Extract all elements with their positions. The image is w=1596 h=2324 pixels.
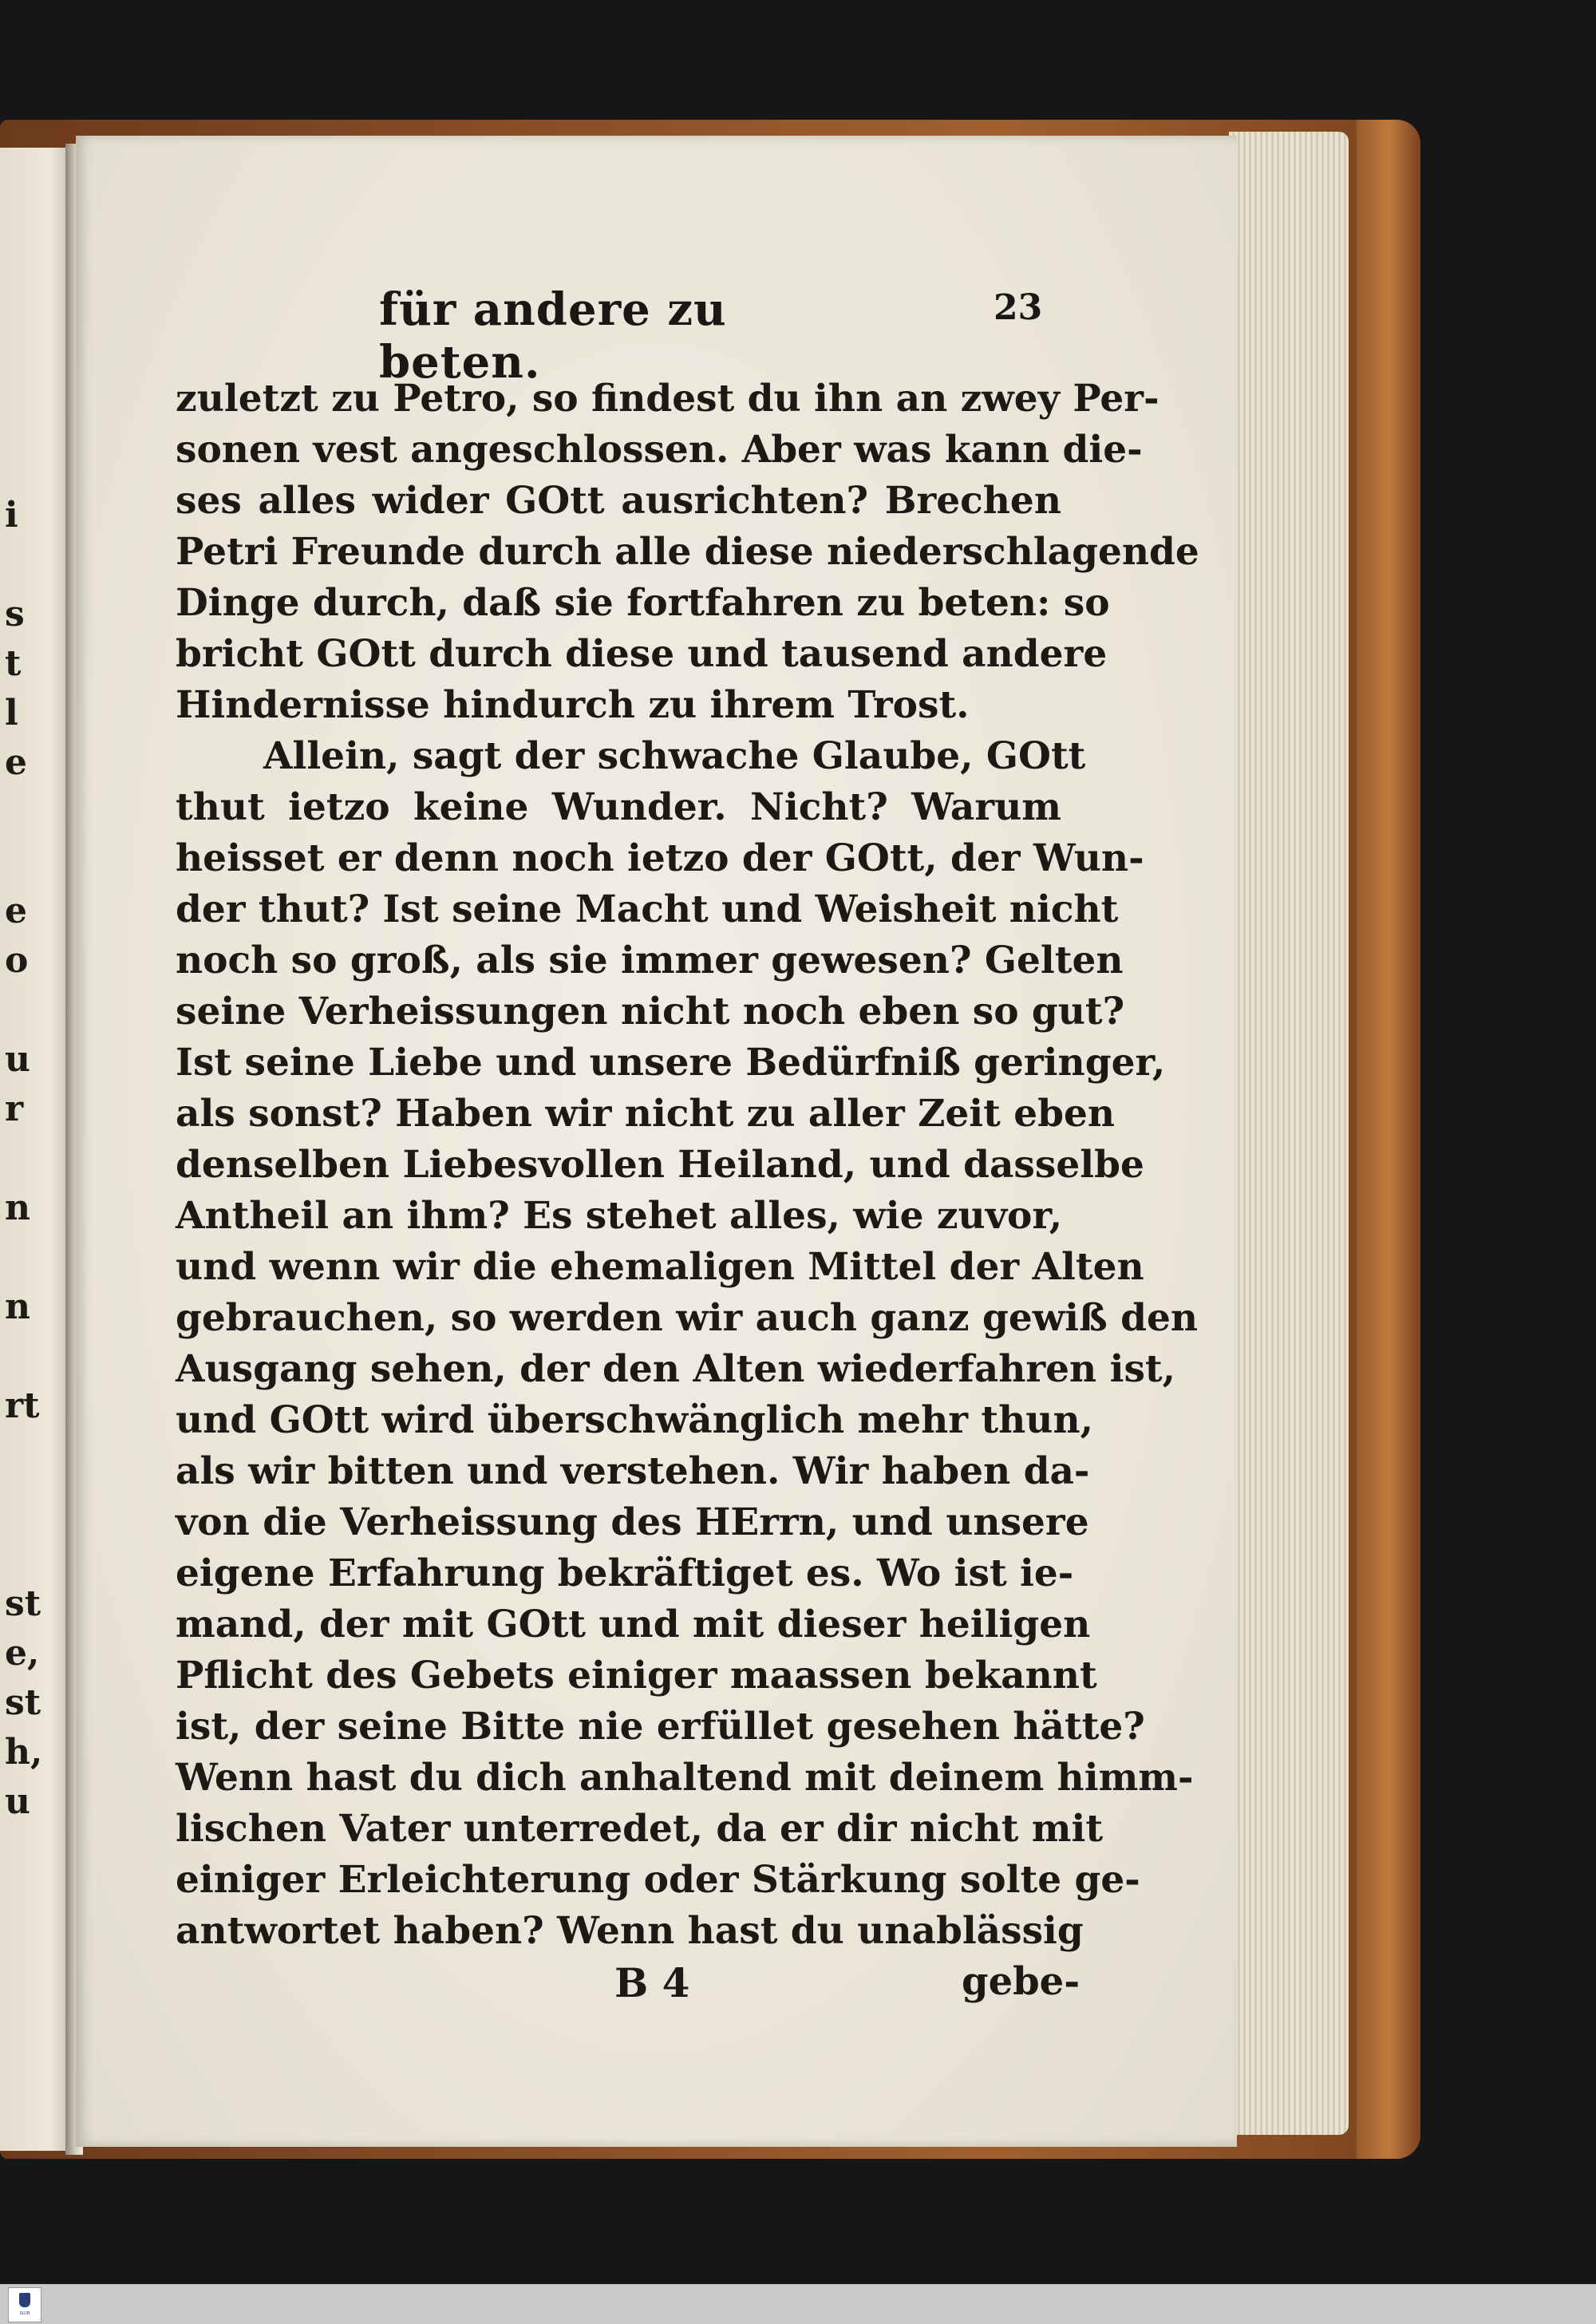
- text-line: Pflicht des Gebets einiger maassen bekannt: [176, 1654, 1097, 1698]
- left-page-fragment: st: [5, 1682, 41, 1723]
- left-page-fragment: t: [5, 643, 22, 684]
- library-logo[interactable]: [8, 2287, 41, 2322]
- left-page-fragment: n: [5, 1188, 30, 1228]
- text-line: und wenn wir die ehemaligen Mittel der Alten: [176, 1245, 1144, 1289]
- left-page-fragment: e: [5, 742, 27, 783]
- text-line: ses alles wider GOtt ausrichten? Brechen: [176, 479, 1061, 523]
- left-page-fragment: u: [5, 1781, 30, 1822]
- left-page-fragment: [5, 1480, 61, 1530]
- page-number: 23: [994, 287, 1043, 328]
- left-page-fragment: n: [5, 1286, 30, 1327]
- left-page-fragment: [5, 1827, 61, 1876]
- text-line: Dinge durch, daß sie fortfahren zu beten: so: [176, 581, 1110, 625]
- left-page-fragment: [5, 540, 61, 590]
- text-line: Ist seine Liebe und unsere Bedürfniß geringer,: [176, 1041, 1166, 1085]
- text-line: denselben Liebesvollen Heiland, und dasselbe: [176, 1143, 1144, 1187]
- left-page-fragment: st: [5, 1583, 41, 1624]
- left-page-fragment: rt: [5, 1385, 40, 1426]
- text-line: einiger Erleichterung oder Stärkung solte ge-: [176, 1858, 1140, 1902]
- library-crest-icon: [19, 2293, 30, 2307]
- text-line: mand, der mit GOtt und mit dieser heiligen: [176, 1603, 1091, 1646]
- left-page-fragment: [5, 837, 61, 887]
- body-text: [176, 374, 1199, 1957]
- running-head: für andere zu beten.: [379, 283, 727, 389]
- text-line: bricht GOtt durch diese und tausend andere: [176, 632, 1108, 676]
- text-line: Wenn hast du dich anhaltend mit deinem himm-: [176, 1756, 1194, 1800]
- text-line: lischen Vater unterredet, da er dir nicht mit: [176, 1807, 1104, 1851]
- text-line: Ausgang sehen, der den Alten wiederfahren ist,: [176, 1347, 1175, 1391]
- text-line: thut ietzo keine Wunder. Nicht? Warum: [176, 785, 1061, 829]
- text-line: Petri Freunde durch alle diese niederschlagende: [176, 530, 1199, 574]
- left-page-fragment: e,: [5, 1633, 40, 1674]
- text-line: Hindernisse hindurch zu ihrem Trost.: [176, 683, 970, 727]
- left-page-fragment: [5, 1233, 61, 1283]
- left-page-fragment: i: [5, 495, 18, 536]
- text-line: der thut? Ist seine Macht und Weisheit nicht: [176, 887, 1119, 931]
- text-line: als sonst? Haben wir nicht zu aller Zeit eben: [176, 1092, 1116, 1136]
- left-page-fragment: r: [5, 1089, 24, 1129]
- text-line: Antheil an ihm? Es stehet alles, wie zuvor,: [176, 1194, 1063, 1238]
- text-line: sonen vest angeschlossen. Aber was kann die-: [176, 428, 1143, 472]
- catchword: gebe-: [962, 1959, 1080, 2004]
- text-line: antwortet haben? Wenn hast du unablässig: [176, 1909, 1084, 1953]
- left-page-fragment: e: [5, 891, 27, 931]
- left-page-fragment: [5, 1332, 61, 1381]
- left-page-fragment: [5, 986, 61, 1035]
- left-page-fragment: u: [5, 1039, 30, 1080]
- left-page-fragment: o: [5, 940, 29, 981]
- left-page: [0, 148, 72, 2151]
- text-line: gebrauchen, so werden wir auch ganz gewiß den: [176, 1296, 1199, 1340]
- viewer-bottom-bar: [0, 2284, 1596, 2324]
- left-page-fragment: l: [5, 693, 18, 733]
- text-line: von die Verheissung des HErrn, und unsere: [176, 1500, 1089, 1544]
- text-line: noch so groß, als sie immer gewesen? Gelten: [176, 939, 1124, 982]
- page-fore-edge: [1229, 132, 1349, 2135]
- text-line: und GOtt wird überschwänglich mehr thun,: [176, 1398, 1094, 1442]
- left-page-fragment: [5, 1134, 61, 1184]
- left-page-fragment: h,: [5, 1732, 43, 1773]
- text-line: Allein, sagt der schwache Glaube, GOtt: [263, 734, 1086, 778]
- left-page-fragment: [5, 1431, 61, 1480]
- left-page-fragment: s: [5, 594, 25, 634]
- text-line: ist, der seine Bitte nie erfüllet gesehen hätte?: [176, 1705, 1145, 1749]
- cover-edge: [1357, 120, 1420, 2159]
- text-line: zuletzt zu Petro, so findest du ihn an zwey Per-: [176, 377, 1159, 421]
- left-page-text-fragments: [5, 491, 61, 1876]
- signature-mark: B 4: [614, 1959, 690, 2006]
- text-line: seine Verheissungen nicht noch eben so gut?: [176, 990, 1125, 1034]
- left-page-fragment: [5, 788, 61, 837]
- text-line: eigene Erfahrung bekräftiget es. Wo ist ie-: [176, 1551, 1074, 1595]
- library-logo-text: SLUB: [19, 2311, 30, 2316]
- text-line: heisset er denn noch ietzo der GOtt, der Wun-: [176, 836, 1144, 880]
- text-line: als wir bitten und verstehen. Wir haben da-: [176, 1449, 1090, 1493]
- left-page-fragment: [5, 1530, 61, 1579]
